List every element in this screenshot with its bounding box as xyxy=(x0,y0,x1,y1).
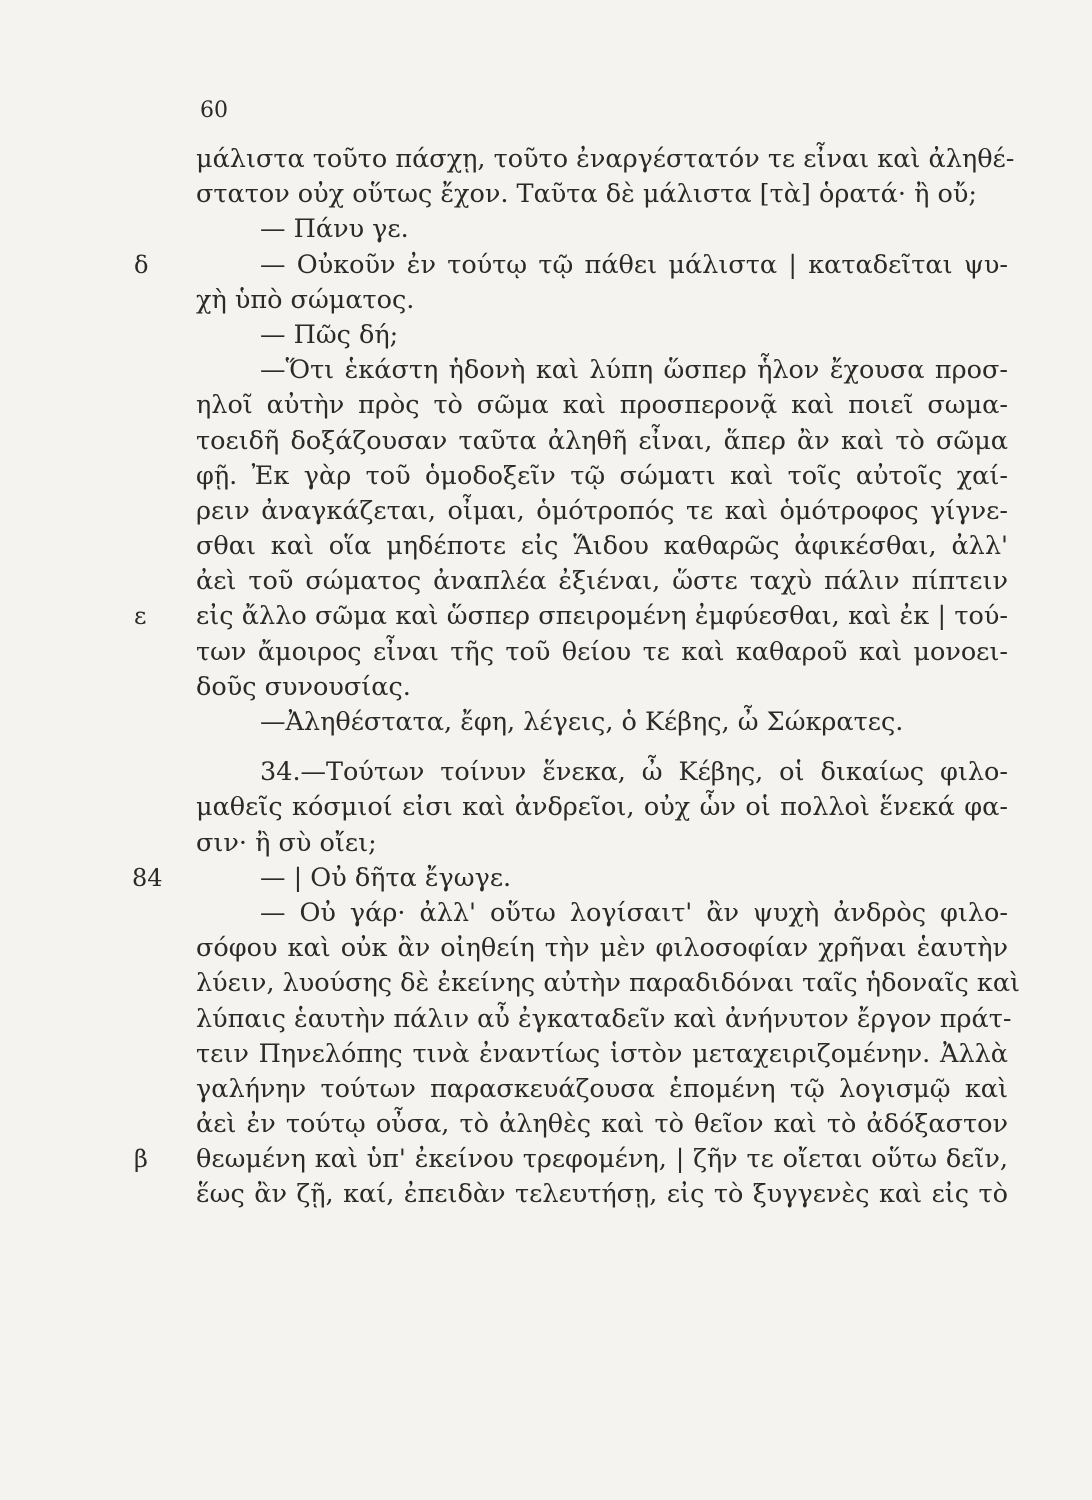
line-text: —Ὅτι ἑκάστη ἡδονὴ καὶ λύπη ὥσπερ ἧλον ἔχουσα προσ- xyxy=(260,355,1008,386)
line-text: στατον οὐχ οὕτως ἔχον. Ταῦτα δὲ μάλιστα [τὰ] ὁρατά· ἢ οὔ; xyxy=(196,179,977,210)
line-text: ἀεὶ τοῦ σώματος ἀναπλέα ἐξιέναι, ὥστε ταχὺ πάλιν πίπτειν xyxy=(196,566,1008,597)
section-gap xyxy=(196,740,1008,755)
line-text: λύπαις ἑαυτὴν πάλιν αὖ ἐγκαταδεῖν καὶ ἀνήνυτον ἔργον πράτ- xyxy=(196,1003,1012,1034)
line-text: — Οὐ γάρ· ἀλλ' οὕτω λογίσαιτ' ἂν ψυχὴ ἀνδρὸς φιλο- xyxy=(260,897,1008,928)
text-line xyxy=(196,790,1008,825)
text-line xyxy=(196,1072,1008,1107)
text-line xyxy=(196,1002,1012,1037)
text-line xyxy=(196,459,1008,494)
text-line xyxy=(196,635,1008,670)
line-text: σθαι καὶ οἵα μηδέποτε εἰς Ἅιδου καθαρῶς ἀφικέσθαι, ἀλλ' xyxy=(196,531,1008,562)
margin-marker: ε xyxy=(134,602,147,631)
line-text: λύειν, λυούσης δὲ ἐκείνης αὐτὴν παραδιδόναι ταῖς ἡδοναῖς καὶ xyxy=(196,968,1021,999)
text-line xyxy=(196,755,1008,790)
line-text: 34.—Τούτων τοίνυν ἕνεκα, ὦ Κέβης, οἱ δικαίως φιλο- xyxy=(260,757,1008,788)
text-line xyxy=(132,861,1008,896)
margin-marker: β xyxy=(134,1145,148,1174)
line-text: τοειδῆ δοξάζουσαν ταῦτα ἀληθῆ εἶναι, ἅπερ ἂν καὶ τὸ σῶμα xyxy=(196,425,1008,456)
text-line xyxy=(196,212,1008,247)
line-text: δοῦς συνουσίας. xyxy=(196,671,411,702)
line-text: τειν Πηνελόπης τινὰ ἐναντίως ἱστὸν μεταχειριζομένην. Ἀλλὰ xyxy=(196,1038,1008,1069)
text-line xyxy=(196,1177,1008,1212)
text-line xyxy=(196,670,1008,705)
text-line xyxy=(196,1037,1008,1072)
line-text: εἰς ἄλλο σῶμα καὶ ὥσπερ σπειρομένη ἐμφύεσθαι, καὶ ἐκ | τού- xyxy=(196,601,1008,632)
line-text: ηλοῖ αὐτὴν πρὸς τὸ σῶμα καὶ προσπερονᾷ καὶ ποιεῖ σωμα- xyxy=(196,390,1008,421)
page-number: 60 xyxy=(200,98,228,123)
text-line xyxy=(196,564,1008,599)
text-line xyxy=(196,529,1008,564)
text-line xyxy=(196,318,1008,353)
line-text: γαλήνην τούτων παρασκευάζουσα ἑπομένη τῷ λογισμῷ καὶ xyxy=(196,1073,1008,1104)
line-text: χὴ ὑπὸ σώματος. xyxy=(196,284,415,315)
line-text: — Οὐκοῦν ἐν τούτῳ τῷ πάθει μάλιστα | καταδεῖται ψυ- xyxy=(260,249,1008,280)
line-text: ἀεὶ ἐν τούτῳ οὖσα, τὸ ἀληθὲς καὶ τὸ θεῖον καὶ τὸ ἀδόξαστον xyxy=(196,1109,1008,1140)
text-line xyxy=(196,1107,1008,1142)
text-line xyxy=(196,283,1008,318)
line-text: σιν· ἢ σὺ οἴει; xyxy=(196,827,377,858)
text-line xyxy=(196,388,1008,423)
text-line xyxy=(196,142,1015,177)
text-line xyxy=(196,353,1008,388)
line-text: θεωμένη καὶ ὑπ' ἐκείνου τρεφομένη, | ζῆν τε οἴεται οὕτω δεῖν, xyxy=(196,1144,1008,1175)
margin-marker: δ xyxy=(134,250,149,279)
text-line xyxy=(134,599,1008,634)
line-text: ρειν ἀναγκάζεται, οἶμαι, ὁμότροπός τε καὶ ὁμότροφος γίγνε- xyxy=(196,495,1008,526)
text-line xyxy=(196,966,1021,1001)
line-text: φῇ. Ἐκ γὰρ τοῦ ὁμοδοξεῖν τῷ σώματι καὶ τοῖς αὐτοῖς χαί- xyxy=(196,460,1008,491)
line-text: —Ἀληθέστατα, ἔφη, λέγεις, ὁ Κέβης, ὦ Σώκρατες. xyxy=(260,707,904,737)
text-line xyxy=(196,931,1008,966)
line-text: μαθεῖς κόσμιοί εἰσι καὶ ἀνδρεῖοι, οὐχ ὧν οἱ πολλοὶ ἕνεκά φα- xyxy=(196,792,1008,823)
text-line xyxy=(134,248,1008,283)
text-line xyxy=(196,705,1008,740)
line-text: — Πάνυ γε. xyxy=(260,214,409,245)
text-line xyxy=(196,896,1008,931)
line-text: σόφου καὶ οὐκ ἂν οἰηθείη τὴν μὲν φιλοσοφίαν χρῆναι ἑαυτὴν xyxy=(196,933,1008,964)
text-line xyxy=(196,494,1008,529)
line-text: — Πῶς δή; xyxy=(260,319,399,350)
line-text: — | Οὐ δῆτα ἔγωγε. xyxy=(260,862,512,893)
text-line xyxy=(134,1142,1008,1177)
text-line xyxy=(196,177,1008,212)
line-text: ἕως ἂν ζῇ, καί, ἐπειδὰν τελευτήσῃ, εἰς τὸ ξυγγενὲς καὶ εἰς τὸ xyxy=(196,1179,1008,1210)
text-line xyxy=(196,424,1008,459)
margin-marker: 84 xyxy=(132,863,163,892)
line-text: των ἄμοιρος εἶναι τῆς τοῦ θείου τε καὶ καθαροῦ καὶ μονοει- xyxy=(196,636,1008,667)
line-text: μάλιστα τοῦτο πάσχῃ, τοῦτο ἐναργέστατόν τε εἶναι καὶ ἀληθέ- xyxy=(196,144,1015,174)
body-text xyxy=(132,142,1021,1213)
text-line xyxy=(196,826,1008,861)
